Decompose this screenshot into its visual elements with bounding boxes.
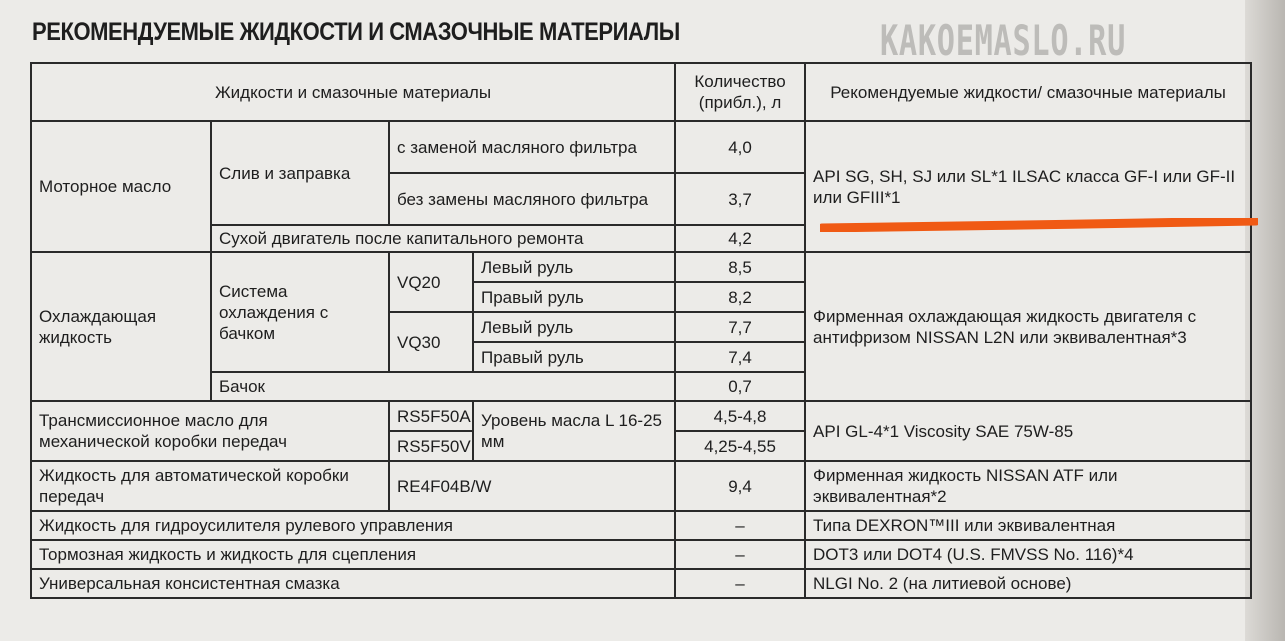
table-row [31,252,1251,282]
vq30-rhd-label: Правый руль [473,342,675,372]
engine-oil-spec: API SG, SH, SJ или SL*1 ILSAC класса GF-I или GF-II или GFIII*1 [805,121,1251,252]
drain-fill-label: Слив и заправка [211,121,389,225]
orange-highlight-stroke [820,218,1258,232]
manual-trans-level: Уровень масла L 16-25 мм [473,401,675,461]
brake-fluid-qty: – [675,540,805,569]
grease-spec: NLGI No. 2 (на литиевой основе) [805,569,1251,598]
table-row [31,401,1251,431]
table-row [31,511,1251,540]
auto-trans-label: Жидкость для автоматической коробки передач [31,461,389,511]
power-steering-qty: – [675,511,805,540]
manual-trans-label: Трансмиссионное масло для механической коробки передач [31,401,389,461]
with-filter-qty: 4,0 [675,121,805,173]
dry-engine-qty: 4,2 [675,225,805,252]
page-title: РЕКОМЕНДУЕМЫЕ ЖИДКОСТИ И СМАЗОЧНЫЕ МАТЕРИАЛЫ [32,18,680,46]
without-filter-qty: 3,7 [675,173,805,225]
table-row [31,121,1251,173]
manual-trans-qty-1: 4,5-4,8 [675,401,805,431]
auto-trans-model: RE4F04B/W [389,461,675,511]
coolant-label: Охлаждающая жидкость [31,252,211,401]
vq20-rhd-qty: 8,2 [675,282,805,312]
tank-qty: 0,7 [675,372,805,401]
brake-fluid-spec: DOT3 или DOT4 (U.S. FMVSS No. 116)*4 [805,540,1251,569]
grease-label: Универсальная консистентная смазка [31,569,675,598]
table-header-row [31,63,1251,121]
header-quantity: Количество (прибл.), л [675,63,805,121]
auto-trans-qty: 9,4 [675,461,805,511]
vq20-lhd-label: Левый руль [473,252,675,282]
with-filter-label: с заменой масляного фильтра [389,121,675,173]
power-steering-label: Жидкость для гидроусилителя рулевого управления [31,511,675,540]
table-row [31,569,1251,598]
auto-trans-spec: Фирменная жидкость NISSAN ATF или эквивалентная*2 [805,461,1251,511]
header-recommended: Рекомендуемые жидкости/ смазочные материалы [805,63,1251,121]
fluids-table [30,62,1252,599]
manual-trans-spec: API GL-4*1 Viscosity SAE 75W-85 [805,401,1251,461]
brake-fluid-label: Тормозная жидкость и жидкость для сцепления [31,540,675,569]
without-filter-label: без замены масляного фильтра [389,173,675,225]
dry-engine-label: Сухой двигатель после капитального ремонта [211,225,675,252]
vq20-rhd-label: Правый руль [473,282,675,312]
vq30-rhd-qty: 7,4 [675,342,805,372]
vq20-lhd-qty: 8,5 [675,252,805,282]
vq30-lhd-label: Левый руль [473,312,675,342]
tank-label: Бачок [211,372,675,401]
vq30-lhd-qty: 7,7 [675,312,805,342]
engine-oil-label: Моторное масло [31,121,211,252]
cooling-system-label: Система охлаждения с бачком [211,252,389,372]
coolant-spec: Фирменная охлаждающая жидкость двигателя с антифризом NISSAN L2N или эквивалентная*3 [805,252,1251,401]
grease-qty: – [675,569,805,598]
vq30-label: VQ30 [389,312,473,372]
manual-trans-model-1: RS5F50A [389,401,473,431]
vq20-label: VQ20 [389,252,473,312]
manual-trans-model-2: RS5F50V [389,431,473,461]
table-row [31,540,1251,569]
table-row [31,461,1251,511]
header-fluids: Жидкости и смазочные материалы [31,63,675,121]
power-steering-spec: Типа DEXRON™III или эквивалентная [805,511,1251,540]
manual-trans-qty-2: 4,25-4,55 [675,431,805,461]
watermark: KAKOEMASLO.RU [880,16,1127,65]
